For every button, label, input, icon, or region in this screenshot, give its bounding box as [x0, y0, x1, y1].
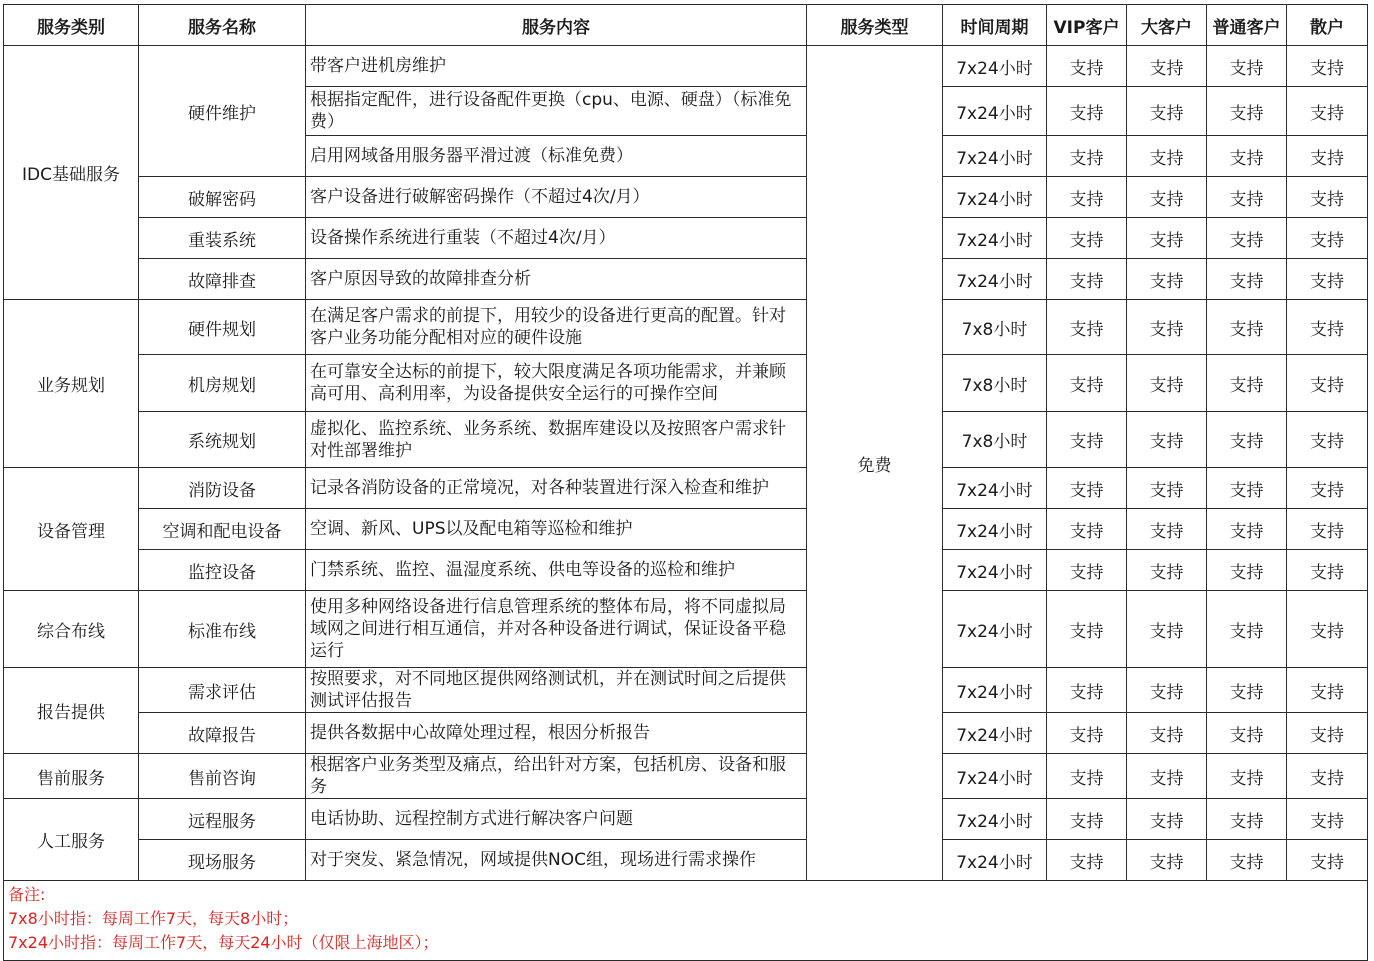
support-cell-retail: 支持 — [1287, 412, 1368, 468]
support-cell-retail: 支持 — [1287, 468, 1368, 509]
support-cell-vip: 支持 — [1047, 754, 1127, 799]
service-name-cell: 需求评估 — [139, 668, 306, 713]
support-cell-vip: 支持 — [1047, 177, 1127, 218]
service-name-cell: 故障报告 — [139, 713, 306, 754]
support-cell-regular: 支持 — [1207, 468, 1287, 509]
support-cell-retail: 支持 — [1287, 46, 1368, 87]
table-row — [4, 177, 1368, 218]
service-content-cell: 使用多种网络设备进行信息管理系统的整体布局，将不同虚拟局域网之间进行相互通信，并对各种设备进行调试，保证设备平稳运行 — [306, 591, 807, 668]
support-cell-retail: 支持 — [1287, 713, 1368, 754]
period-cell: 7x24小时 — [943, 218, 1047, 259]
note-line: 7x8小时指：每周工作7天，每天8小时； — [8, 909, 299, 928]
support-cell-regular: 支持 — [1207, 355, 1287, 412]
support-cell-retail: 支持 — [1287, 87, 1368, 136]
support-cell-large: 支持 — [1127, 799, 1207, 840]
table-row — [4, 468, 1368, 509]
support-cell-retail: 支持 — [1287, 300, 1368, 355]
category-cell: IDC基础服务 — [4, 46, 139, 300]
support-cell-large: 支持 — [1127, 218, 1207, 259]
service-content-cell: 虚拟化、监控系统、业务系统、数据库建设以及按照客户需求针对性部署维护 — [306, 412, 807, 468]
table-row — [4, 754, 1368, 799]
notes-cell — [4, 881, 1368, 961]
header-content: 服务内容 — [306, 5, 807, 46]
notes-title: 备注: — [8, 885, 46, 904]
table-row — [4, 840, 1368, 881]
support-cell-retail: 支持 — [1287, 259, 1368, 300]
support-cell-large: 支持 — [1127, 509, 1207, 550]
service-name-cell: 故障排查 — [139, 259, 306, 300]
service-name-cell: 硬件规划 — [139, 300, 306, 355]
support-cell-regular: 支持 — [1207, 412, 1287, 468]
support-cell-regular: 支持 — [1207, 136, 1287, 177]
support-cell-retail: 支持 — [1287, 754, 1368, 799]
support-cell-vip: 支持 — [1047, 591, 1127, 668]
service-name-cell: 机房规划 — [139, 355, 306, 412]
period-cell: 7x24小时 — [943, 799, 1047, 840]
support-cell-large: 支持 — [1127, 87, 1207, 136]
support-cell-large: 支持 — [1127, 136, 1207, 177]
category-cell: 综合布线 — [4, 591, 139, 668]
support-cell-large: 支持 — [1127, 550, 1207, 591]
period-cell: 7x24小时 — [943, 840, 1047, 881]
header-retail: 散户 — [1287, 5, 1368, 46]
support-cell-retail: 支持 — [1287, 550, 1368, 591]
table-row — [4, 509, 1368, 550]
category-cell: 设备管理 — [4, 468, 139, 591]
service-content-cell: 设备操作系统进行重装（不超过4次/月） — [306, 218, 807, 259]
service-name-cell: 破解密码 — [139, 177, 306, 218]
support-cell-regular: 支持 — [1207, 46, 1287, 87]
service-content-cell: 门禁系统、监控、温湿度系统、供电等设备的巡检和维护 — [306, 550, 807, 591]
service-table — [3, 4, 1368, 961]
support-cell-large: 支持 — [1127, 754, 1207, 799]
support-cell-vip: 支持 — [1047, 136, 1127, 177]
period-cell: 7x24小时 — [943, 713, 1047, 754]
table-row — [4, 355, 1368, 412]
category-cell: 业务规划 — [4, 300, 139, 468]
header-vip: VIP客户 — [1047, 5, 1127, 46]
support-cell-large: 支持 — [1127, 355, 1207, 412]
support-cell-large: 支持 — [1127, 46, 1207, 87]
support-cell-retail: 支持 — [1287, 177, 1368, 218]
header-service-name: 服务名称 — [139, 5, 306, 46]
support-cell-retail: 支持 — [1287, 509, 1368, 550]
support-cell-regular: 支持 — [1207, 550, 1287, 591]
support-cell-large: 支持 — [1127, 840, 1207, 881]
table-row — [4, 412, 1368, 468]
support-cell-regular: 支持 — [1207, 668, 1287, 713]
support-cell-vip: 支持 — [1047, 668, 1127, 713]
period-cell: 7x24小时 — [943, 177, 1047, 218]
service-content-cell: 在满足客户需求的前提下，用较少的设备进行更高的配置。针对客户业务功能分配相对应的硬件设施 — [306, 300, 807, 355]
table-row — [4, 259, 1368, 300]
service-name-cell: 监控设备 — [139, 550, 306, 591]
service-name-cell: 硬件维护 — [139, 46, 306, 177]
support-cell-regular: 支持 — [1207, 840, 1287, 881]
category-cell: 报告提供 — [4, 668, 139, 754]
service-name-cell: 售前咨询 — [139, 754, 306, 799]
header-period: 时间周期 — [943, 5, 1047, 46]
support-cell-vip: 支持 — [1047, 259, 1127, 300]
support-cell-large: 支持 — [1127, 412, 1207, 468]
support-cell-vip: 支持 — [1047, 550, 1127, 591]
service-name-cell: 远程服务 — [139, 799, 306, 840]
table-row — [4, 668, 1368, 713]
category-cell: 售前服务 — [4, 754, 139, 799]
period-cell: 7x24小时 — [943, 468, 1047, 509]
header-row — [4, 5, 1368, 46]
support-cell-retail: 支持 — [1287, 355, 1368, 412]
support-cell-regular: 支持 — [1207, 218, 1287, 259]
service-name-cell: 重装系统 — [139, 218, 306, 259]
support-cell-large: 支持 — [1127, 591, 1207, 668]
header-large: 大客户 — [1127, 5, 1207, 46]
support-cell-retail: 支持 — [1287, 840, 1368, 881]
period-cell: 7x24小时 — [943, 136, 1047, 177]
header-service-type: 服务类型 — [807, 5, 943, 46]
support-cell-large: 支持 — [1127, 468, 1207, 509]
period-cell: 7x8小时 — [943, 355, 1047, 412]
service-content-cell: 按照要求，对不同地区提供网络测试机，并在测试时间之后提供测试评估报告 — [306, 668, 807, 713]
support-cell-vip: 支持 — [1047, 713, 1127, 754]
service-name-cell: 标准布线 — [139, 591, 306, 668]
period-cell: 7x24小时 — [943, 591, 1047, 668]
support-cell-retail: 支持 — [1287, 799, 1368, 840]
support-cell-vip: 支持 — [1047, 509, 1127, 550]
note-line: 7x24小时指：每周工作7天，每天24小时（仅限上海地区）； — [8, 933, 439, 952]
support-cell-regular: 支持 — [1207, 259, 1287, 300]
support-cell-vip: 支持 — [1047, 46, 1127, 87]
support-cell-large: 支持 — [1127, 713, 1207, 754]
table-row — [4, 799, 1368, 840]
table-row — [4, 300, 1368, 355]
support-cell-regular: 支持 — [1207, 799, 1287, 840]
service-content-cell: 客户设备进行破解密码操作（不超过4次/月） — [306, 177, 807, 218]
table-row — [4, 591, 1368, 668]
support-cell-retail: 支持 — [1287, 218, 1368, 259]
header-category: 服务类别 — [4, 5, 139, 46]
table-row — [4, 46, 1368, 87]
period-cell: 7x24小时 — [943, 509, 1047, 550]
period-cell: 7x24小时 — [943, 87, 1047, 136]
support-cell-vip: 支持 — [1047, 300, 1127, 355]
notes-row — [4, 881, 1368, 961]
period-cell: 7x24小时 — [943, 259, 1047, 300]
support-cell-large: 支持 — [1127, 300, 1207, 355]
service-content-cell: 空调、新风、UPS以及配电箱等巡检和维护 — [306, 509, 807, 550]
support-cell-vip: 支持 — [1047, 468, 1127, 509]
service-content-cell: 根据客户业务类型及痛点，给出针对方案，包括机房、设备和服务 — [306, 754, 807, 799]
period-cell: 7x24小时 — [943, 754, 1047, 799]
support-cell-regular: 支持 — [1207, 87, 1287, 136]
category-cell: 人工服务 — [4, 799, 139, 881]
service-name-cell: 消防设备 — [139, 468, 306, 509]
support-cell-regular: 支持 — [1207, 713, 1287, 754]
service-name-cell: 系统规划 — [139, 412, 306, 468]
period-cell: 7x8小时 — [943, 412, 1047, 468]
period-cell: 7x24小时 — [943, 668, 1047, 713]
period-cell: 7x24小时 — [943, 46, 1047, 87]
table-row — [4, 550, 1368, 591]
support-cell-large: 支持 — [1127, 668, 1207, 713]
support-cell-large: 支持 — [1127, 259, 1207, 300]
service-name-cell: 现场服务 — [139, 840, 306, 881]
service-content-cell: 根据指定配件，进行设备配件更换（cpu、电源、硬盘）（标准免费） — [306, 87, 807, 136]
header-regular: 普通客户 — [1207, 5, 1287, 46]
table-row — [4, 218, 1368, 259]
support-cell-regular: 支持 — [1207, 509, 1287, 550]
support-cell-vip: 支持 — [1047, 840, 1127, 881]
support-cell-regular: 支持 — [1207, 754, 1287, 799]
service-content-cell: 在可靠安全达标的前提下，较大限度满足各项功能需求，并兼顾高可用、高利用率，为设备提供安全运行的可操作空间 — [306, 355, 807, 412]
service-type-cell: 免费 — [807, 46, 943, 881]
service-content-cell: 带客户进机房维护 — [306, 46, 807, 87]
support-cell-regular: 支持 — [1207, 300, 1287, 355]
service-content-cell: 记录各消防设备的正常境况，对各种装置进行深入检查和维护 — [306, 468, 807, 509]
support-cell-retail: 支持 — [1287, 668, 1368, 713]
service-name-cell: 空调和配电设备 — [139, 509, 306, 550]
support-cell-retail: 支持 — [1287, 136, 1368, 177]
service-content-cell: 对于突发、紧急情况，网域提供NOC组，现场进行需求操作 — [306, 840, 807, 881]
service-content-cell: 电话协助、远程控制方式进行解决客户问题 — [306, 799, 807, 840]
support-cell-vip: 支持 — [1047, 218, 1127, 259]
support-cell-large: 支持 — [1127, 177, 1207, 218]
support-cell-vip: 支持 — [1047, 412, 1127, 468]
service-content-cell: 提供各数据中心故障处理过程，根因分析报告 — [306, 713, 807, 754]
period-cell: 7x8小时 — [943, 300, 1047, 355]
support-cell-vip: 支持 — [1047, 87, 1127, 136]
period-cell: 7x24小时 — [943, 550, 1047, 591]
support-cell-regular: 支持 — [1207, 591, 1287, 668]
support-cell-vip: 支持 — [1047, 799, 1127, 840]
support-cell-regular: 支持 — [1207, 177, 1287, 218]
service-content-cell: 启用网域备用服务器平滑过渡（标准免费） — [306, 136, 807, 177]
support-cell-retail: 支持 — [1287, 591, 1368, 668]
table-row — [4, 713, 1368, 754]
service-content-cell: 客户原因导致的故障排查分析 — [306, 259, 807, 300]
support-cell-vip: 支持 — [1047, 355, 1127, 412]
